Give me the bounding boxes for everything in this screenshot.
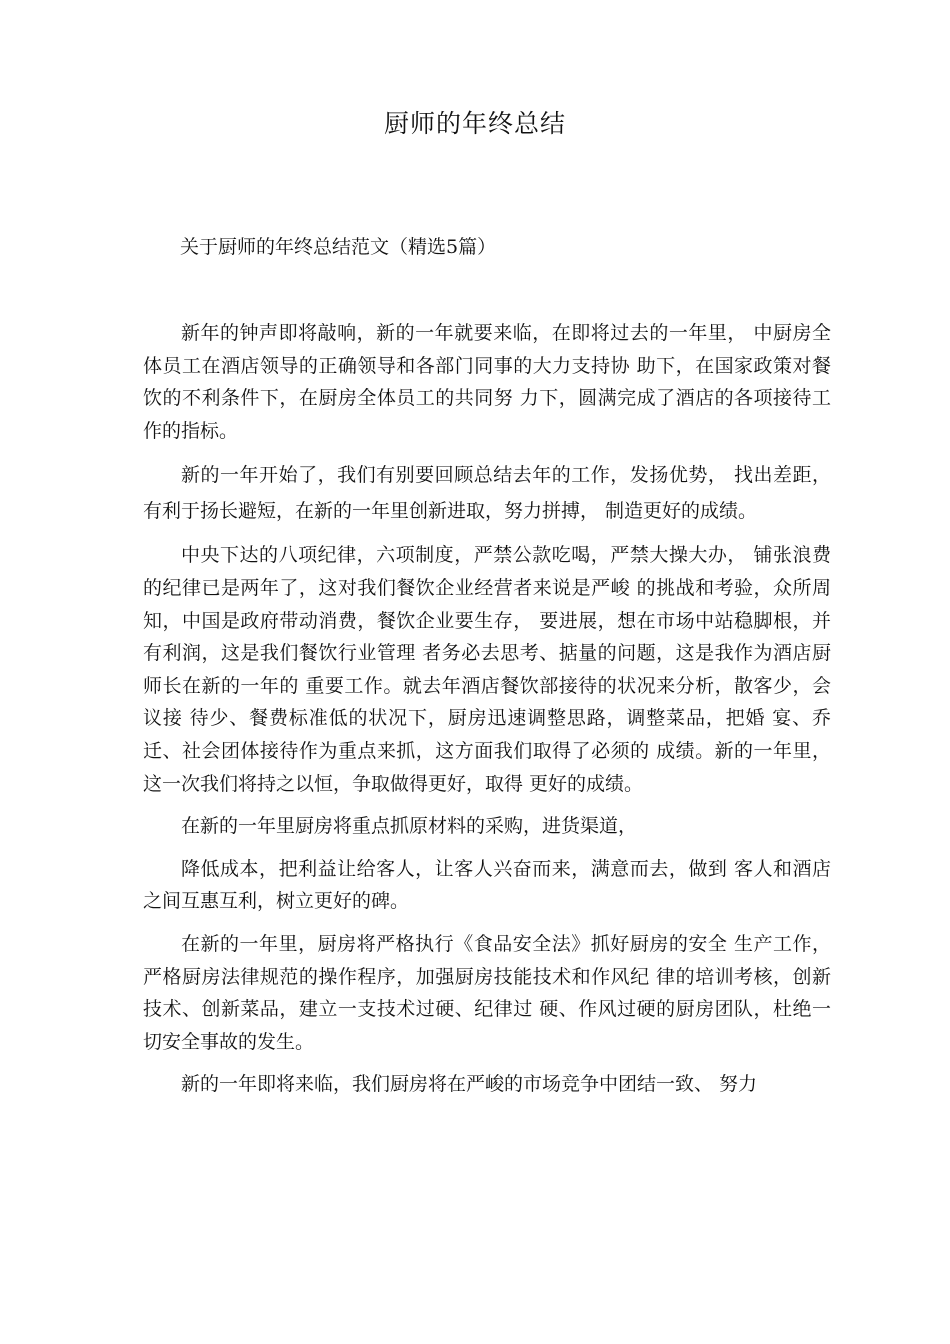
document-subtitle: 关于厨师的年终总结范文（精选5篇） (180, 236, 497, 258)
paragraph-4: 在新的一年里厨房将重点抓原材料的采购，进货渠道， (181, 815, 638, 838)
paragraph-6: 在新的一年里，厨房将严格执行《食品安全法》抓好厨房的安全 生产工作，严格厨房法律规范的操作程序，加强厨房技能技术和作风纪 律的培训考核，创新技术、创新菜品，建立一支技术过硬、纪律过 硬、作风过硬的厨房团队，杜绝一切安全事故的发生。 (143, 932, 831, 1053)
paragraph-1: 新年的钟声即将敲响，新的一年就要来临，在即将过去的一年里， 中厨房全体员工在酒店领导的正确领导和各部门同事的大力支持协 助下，在国家政策对餐饮的不利条件下，在厨房全体员工的共同努 力下，圆满完成了酒店的各项接待工作的指标。 (143, 322, 831, 442)
paragraph-5: 降低成本，把利益让给客人，让客人兴奋而来，满意而去，做到 客人和酒店之间互惠互利，树立更好的碑。 (143, 857, 831, 913)
document-body (143, 317, 831, 1111)
paragraph-2: 新的一年开始了，我们有别要回顾总结去年的工作，发扬优势， 找出差距，有利于扬长避短，在新的一年里创新进取，努力拼搏， 制造更好的成绩。 (143, 464, 831, 523)
document-title: 厨师的年终总结 (383, 109, 566, 138)
paragraph-3: 中央下达的八项纪律，六项制度，严禁公款吃喝，严禁大操大办， 铺张浪费的纪律已是两年了，这对我们餐饮企业经营者来说是严峻 的挑战和考验，众所周知，中国是政府带动消费，餐饮企业要生存， 要进展，想在市场中站稳脚根，并有利润，这是我们餐饮行业管理 者务必去思考、掂量的问题，这是我作为酒店厨师长在新的一年的 重要工作。就去年酒店餐饮部接待的状况来分析，散客少，会议接 待少、餐费标准低的状况下，厨房迅速调整思路，调整菜品，把婚 宴、乔迁、社会团体接待作为重点来抓，这方面我们取得了必须的 成绩。新的一年里，这一次我们将持之以恒，争取做得更好，取得 更好的成绩。 (143, 544, 831, 795)
paragraph-7: 新的一年即将来临，我们厨房将在严峻的市场竞争中团结一致、 努力 (181, 1073, 758, 1096)
